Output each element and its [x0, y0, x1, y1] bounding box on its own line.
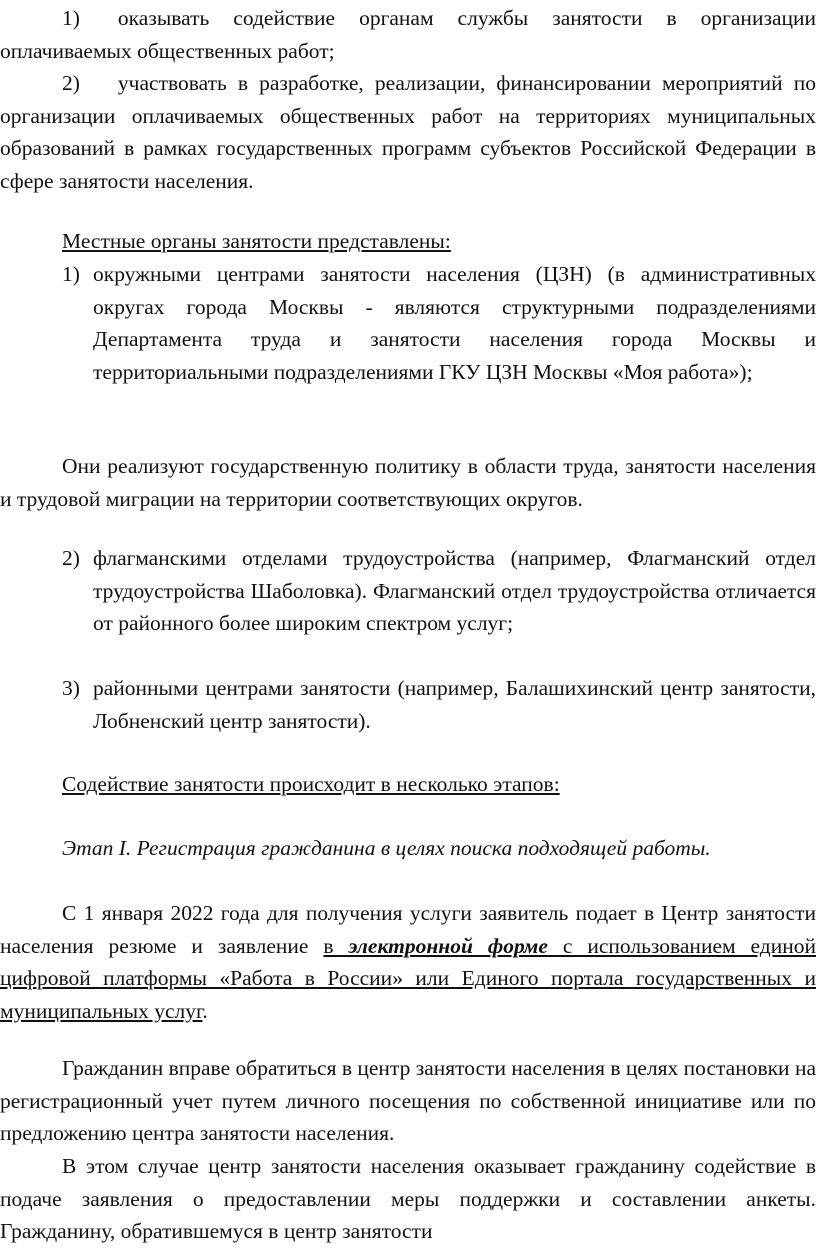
local-list-item-1	[0, 258, 816, 388]
top-list-item-1	[0, 2, 816, 67]
paragraph-lead: С 1 января 2022 года для получения услуги заявитель подает в Центр занятости населения резюме и заявление	[0, 901, 816, 958]
local-list-item-2	[0, 542, 816, 640]
electronic-form-link: в электронной форме с использованием единой цифровой платформы «Работа в России» или Единого портала государственных и муниципальных услуг	[0, 933, 816, 1023]
list-item-text: окружными центрами занятости населения (ЦЗН) (в административных округах города Москвы - являются структурными подразделениями Департамента труда и занятости населения города Москвы и территориальными подразделениями ГКУ ЦЗН Москвы «Моя работа»);	[93, 262, 816, 384]
list-number: 1)	[62, 262, 80, 286]
personal-visit-paragraph: Гражданин вправе обратиться в центр занятости населения в целях постановки на регистрационный учет путем личного посещения по собственной инициативе или по предложению центра занятости населения.	[0, 1056, 816, 1145]
list-item-text: районными центрами занятости (например, Балашихинский центр занятости, Лобненский центр занятости).	[93, 676, 816, 733]
local-bodies-heading: Местные органы занятости представлены:	[62, 229, 451, 253]
list-number: 2)	[62, 546, 80, 570]
electronic-form-emphasis: электронной форме	[348, 933, 548, 958]
top-list-item-2	[0, 67, 816, 197]
stages-heading: Содействие занятости происходит в несколько этапов:	[62, 772, 560, 796]
stage-1-title: Этап I. Регистрация гражданина в целях поиска подходящей работы.	[62, 836, 711, 860]
list-item-text: флагманскими отделами трудоустройства (например, Флагманский отдел трудоустройства Шаболовка). Флагманский отдел трудоустройства отличается от районного более широким спектром услуг;	[93, 546, 816, 635]
list-number: 1)	[62, 6, 80, 30]
electronic-form-paragraph: С 1 января 2022 года для получения услуги заявитель подает в Центр занятости населения резюме и заявление в электронной форме с использованием единой цифровой платформы «Работа в России» или Единого портала государственных и муниципальных услуг.	[0, 901, 816, 1023]
local-bodies-paragraph: Они реализуют государственную политику в области труда, занятости населения и трудовой миграции на территории соответствующих округов.	[0, 454, 816, 511]
local-list-item-3	[0, 672, 816, 737]
list-item-text: участвовать в разработке, реализации, финансировании мероприятий по организации оплачиваемых общественных работ на территориях муниципальных образований в рамках государственных программ субъектов Российской Федерации в сфере занятости населения.	[0, 71, 816, 193]
list-number: 3)	[62, 676, 80, 700]
assistance-paragraph: В этом случае центр занятости населения оказывает гражданину содействие в подаче заявления о предоставлении меры поддержки и составлении анкеты. Гражданину, обратившемуся в центр занятости	[0, 1154, 816, 1243]
list-number: 2)	[62, 71, 80, 95]
list-item-text: оказывать содействие органам службы занятости в организации оплачиваемых общественных работ;	[0, 6, 816, 63]
